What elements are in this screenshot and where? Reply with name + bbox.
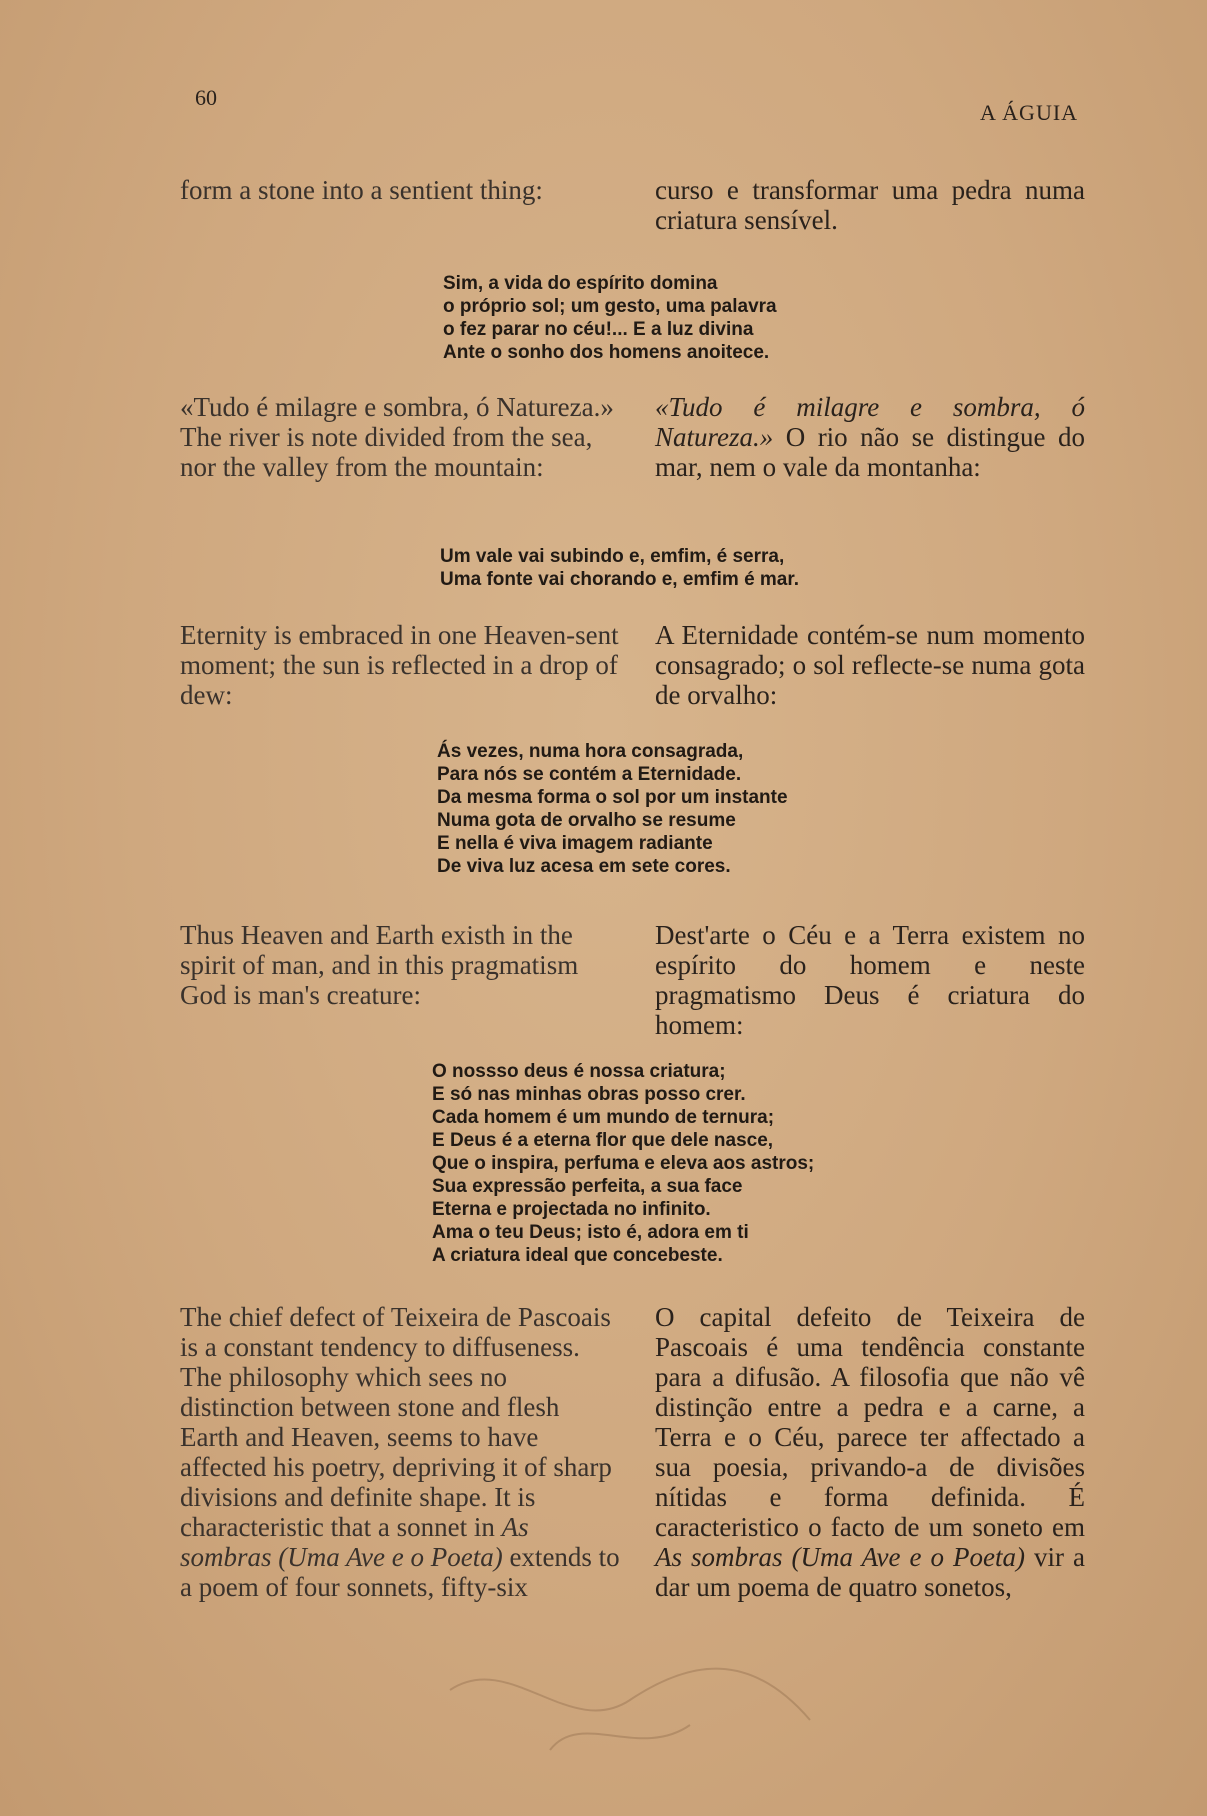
poem-line: Cada homem é um mundo de ternura; <box>432 1107 775 1128</box>
quote-text: «Tudo é milagre e sombra, ó Natureza.» <box>655 392 1085 452</box>
body-text: vir a dar um poema de quatro sonetos, <box>655 1542 1085 1602</box>
poem-line: O nossso deus é nossa criatura; <box>432 1061 726 1082</box>
poem-1 <box>443 272 777 364</box>
poem-3 <box>437 740 788 878</box>
page-number: 60 <box>195 85 217 110</box>
poem-line: Ante o sonho dos homens anoitece. <box>443 342 770 363</box>
text-pair-3 <box>180 620 1085 710</box>
poem-line: Numa gota de orvalho se resume <box>437 810 736 831</box>
poem-line: A criatura ideal que concebeste. <box>432 1245 723 1266</box>
poem-line: Da mesma forma o sol por um instante <box>437 787 788 808</box>
poem-4 <box>432 1060 814 1267</box>
poem-2 <box>440 545 799 591</box>
portuguese-text <box>655 1302 1085 1602</box>
text-pair-2 <box>180 392 1085 482</box>
poem-line: Um vale vai subindo e, emfim, é serra, <box>440 546 785 567</box>
body-text: extends to a poem of four sonnets, fifty-six <box>180 1542 620 1602</box>
poem-line: Ás vezes, numa hora consagrada, <box>437 741 744 762</box>
english-text: Thus Heaven and Earth existh in the spirit of man, and in this pragmatism God is man's creature: <box>180 920 579 1010</box>
poem-line: Uma fonte vai chorando e, emfim é mar. <box>440 569 799 590</box>
poem-line: E nella é viva imagem radiante <box>437 833 713 854</box>
english-text: «Tudo é milagre e sombra, ó Natureza.» The river is note divided from the sea, nor the valley from the mountain: <box>180 392 614 482</box>
poem-line: E só nas minhas obras posso crer. <box>432 1084 746 1105</box>
poem-line: o próprio sol; um gesto, uma palavra <box>443 296 777 317</box>
body-text: O capital defeito de Teixeira de Pascoais é uma tendência constante para a difusão. A filosofia que não vê distinção entre a pedra e a carne, a Terra e o Céu, parece ter affectado a sua poesia, privando-a de divisões nítidas e forma definida. É caracteristico o facto de um soneto em <box>655 1302 1085 1542</box>
english-text <box>180 1302 620 1602</box>
text-pair-1 <box>180 175 1085 235</box>
text-pair-4 <box>180 920 1085 1040</box>
poem-line: Ama o teu Deus; isto é, adora em ti <box>432 1222 749 1243</box>
body-text: O rio não se distingue do mar, nem o vale da montanha: <box>655 422 1086 482</box>
work-title: As sombras (Uma Ave e o Poeta) <box>180 1512 529 1572</box>
poem-line: Para nós se contém a Eternidade. <box>437 764 742 785</box>
journal-title: A ÁGUIA <box>980 100 1079 125</box>
portuguese-text: Dest'arte o Céu e a Terra existem no espírito do homem e neste pragmatismo Deus é criatura do homem: <box>655 920 1085 1040</box>
poem-line: E Deus é a eterna flor que dele nasce, <box>432 1130 774 1151</box>
work-title: As sombras (Uma Ave e o Poeta) <box>655 1542 1025 1572</box>
paper-damage-mark <box>430 1630 830 1770</box>
poem-line: Sua expressão perfeita, a sua face <box>432 1176 743 1197</box>
text-pair-5 <box>180 1302 1085 1602</box>
poem-line: Eterna e projectada no infinito. <box>432 1199 711 1220</box>
portuguese-text: A Eternidade contém-se num momento consagrado; o sol reflecte-se numa gota de orvalho: <box>655 620 1085 710</box>
english-text: Eternity is embraced in one Heaven-sent moment; the sun is reflected in a drop of dew: <box>180 620 619 710</box>
portuguese-text <box>655 392 1085 482</box>
english-text: form a stone into a sentient thing: <box>180 175 543 205</box>
portuguese-text: curso e transformar uma pedra numa criatura sensível. <box>655 175 1085 235</box>
poem-line: Que o inspira, perfuma e eleva aos astros; <box>432 1153 815 1174</box>
body-text: The chief defect of Teixeira de Pascoais is a constant tendency to diffuseness. The philosophy which sees no distinction between stone and flesh Earth and Heaven, seems to have affected his poetry, depriving it of sharp divisions and definite shape. It is characteristic that a sonnet in <box>180 1302 612 1542</box>
poem-line: De viva luz acesa em sete cores. <box>437 856 731 877</box>
poem-line: Sim, a vida do espírito domina <box>443 273 718 294</box>
poem-line: o fez parar no céu!... E a luz divina <box>443 319 754 340</box>
